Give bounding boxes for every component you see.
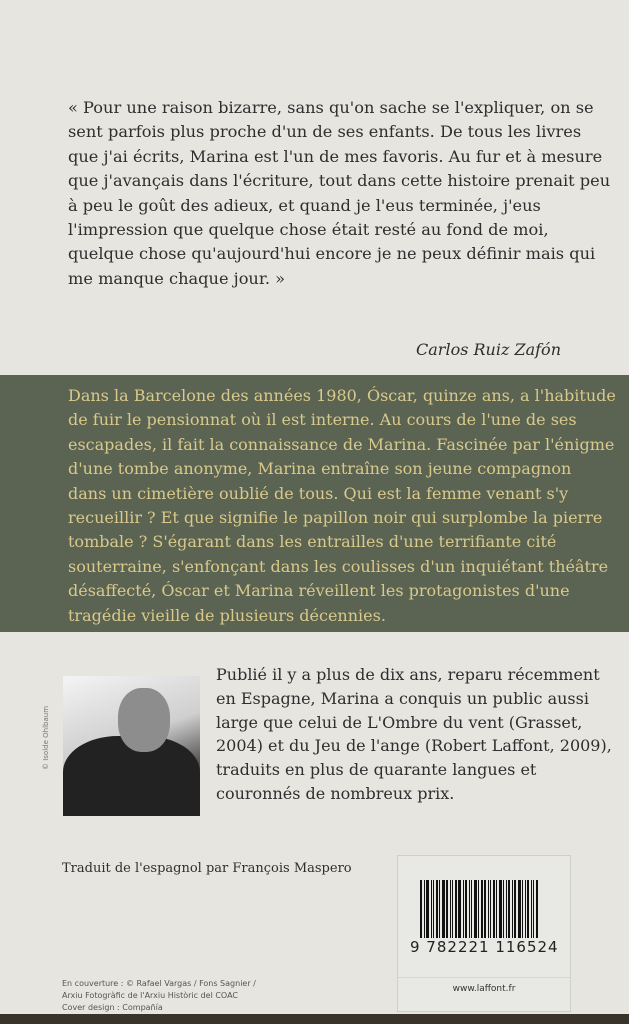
synopsis (68, 384, 616, 628)
quote-line: me manque chaque jour. » (68, 268, 286, 288)
barcode-bar (481, 880, 483, 946)
barcode-bar (442, 880, 445, 946)
barcode-bar (490, 880, 491, 946)
synopsis-line: tombale ? S'égarant dans les entrailles d'une terrifiante cité (68, 532, 557, 552)
barcode-bar (446, 880, 448, 946)
barcode-bar (474, 880, 477, 946)
synopsis-line: tragédie vieille de plusieurs décennies. (68, 605, 386, 625)
translator-credit: Traduit de l'espagnol par François Maspero (62, 861, 352, 876)
barcode-bar (433, 880, 434, 946)
barcode-bar (533, 880, 534, 946)
barcode-bar (518, 880, 521, 946)
table-edge (0, 1014, 629, 1024)
barcode-bar (455, 880, 457, 946)
barcode-bar (508, 880, 510, 946)
synopsis-line: de fuir le pensionnat où il est interne. Au cours de l'une de ses (68, 410, 577, 430)
bio-line: Publié il y a plus de dix ans, reparu récemment (216, 665, 600, 684)
barcode-box (397, 855, 571, 1012)
author-photo (63, 676, 200, 816)
barcode-bar (439, 880, 440, 946)
quote-line: que j'ai écrits, Marina est l'un de mes favoris. Au fur et à mesure (68, 146, 603, 166)
synopsis-line: souterraine, s'enfonçant dans les coulisses d'un inquiétant théâtre (68, 556, 609, 576)
photo-credit: © Isolde Ohlbaum (42, 705, 50, 770)
barcode-bar (484, 880, 486, 946)
barcode-bar (496, 880, 497, 946)
barcode-bar (478, 880, 479, 946)
barcode-bar (458, 880, 461, 946)
barcode-bar (431, 880, 432, 946)
bio-line: en Espagne, Marina a conquis un public aussi (216, 688, 589, 708)
barcode-bar (536, 880, 538, 946)
bio-line: large que celui de L'Ombre du vent (Grasset, (216, 712, 583, 732)
barcode-bar (488, 880, 489, 946)
cover-credits (62, 978, 256, 1014)
synopsis-line: recueillir ? Et que signifie le papillon noir qui surplombe la pierre (68, 508, 603, 528)
barcode-bar (493, 880, 495, 946)
barcode-bar (420, 880, 422, 946)
quote-line: l'impression que quelque chose était resté au fond de moi, (68, 220, 549, 240)
barcode-bar (499, 880, 502, 946)
barcode-bar (426, 880, 429, 946)
barcode-bar (506, 880, 507, 946)
barcode-bar (463, 880, 464, 946)
barcode-bar (522, 880, 523, 946)
barcode-bar (450, 880, 451, 946)
synopsis-line: d'une tombe anonyme, Marina entraîne son jeune compagnon (68, 459, 572, 479)
synopsis-line: désaffecté, Óscar et Marina réveillent les protagonistes d'une (68, 581, 570, 601)
barcode-bar (452, 880, 453, 946)
synopsis-line: Dans la Barcelone des années 1980, Óscar, quinze ans, a l'habitude (68, 386, 616, 405)
quote-line: que j'avançais dans l'écriture, tout dans cette histoire prenait peu (68, 171, 611, 191)
bio-line: 2004) et du Jeu de l'ange (Robert Laffont, 2009), (216, 736, 612, 756)
synopsis-line: dans un cimetière oublié de tous. Qui est la femme venant s'y (68, 483, 569, 503)
quote-line: à peu le goût des adieux, et quand je l'eus terminée, j'eus (68, 195, 541, 215)
barcode-bar (527, 880, 529, 946)
barcode-bar (436, 880, 438, 946)
author-bio (216, 663, 612, 806)
barcode-bar (465, 880, 467, 946)
cover-credit-line: Arxiu Fotogràfic de l'Arxiu Històric del COAC (62, 991, 239, 1000)
quote-line: « Pour une raison bizarre, sans qu'on sache se l'expliquer, on se (68, 98, 594, 117)
barcode-bar (531, 880, 532, 946)
quote-line: sent parfois plus proche d'un de ses enfants. De tous les livres (68, 122, 582, 142)
barcode-bar (514, 880, 516, 946)
publisher-website: www.laffont.fr (398, 977, 570, 994)
barcode-bar (512, 880, 513, 946)
quote-author: Carlos Ruiz Zafón (416, 340, 561, 359)
barcode-bar (424, 880, 425, 946)
synopsis-line: escapades, il fait la connaissance de Marina. Fascinée par l'énigme (68, 434, 615, 454)
barcode (420, 880, 555, 946)
barcode-bar (469, 880, 470, 946)
bio-line: couronnés de nombreux prix. (216, 783, 455, 803)
author-quote (68, 96, 611, 291)
cover-credit-line: En couverture : © Rafael Vargas / Fons Sagnier / (62, 979, 256, 988)
cover-credit-line: Cover design : Compañía (62, 1003, 163, 1012)
barcode-bar (503, 880, 504, 946)
isbn-number: 9 782221 116524 (410, 938, 559, 956)
bio-line: traduits en plus de quarante langues et (216, 760, 537, 780)
quote-line: quelque chose qu'aujourd'hui encore je ne peux définir mais qui (68, 244, 596, 264)
barcode-bar (471, 880, 472, 946)
barcode-bar (525, 880, 526, 946)
